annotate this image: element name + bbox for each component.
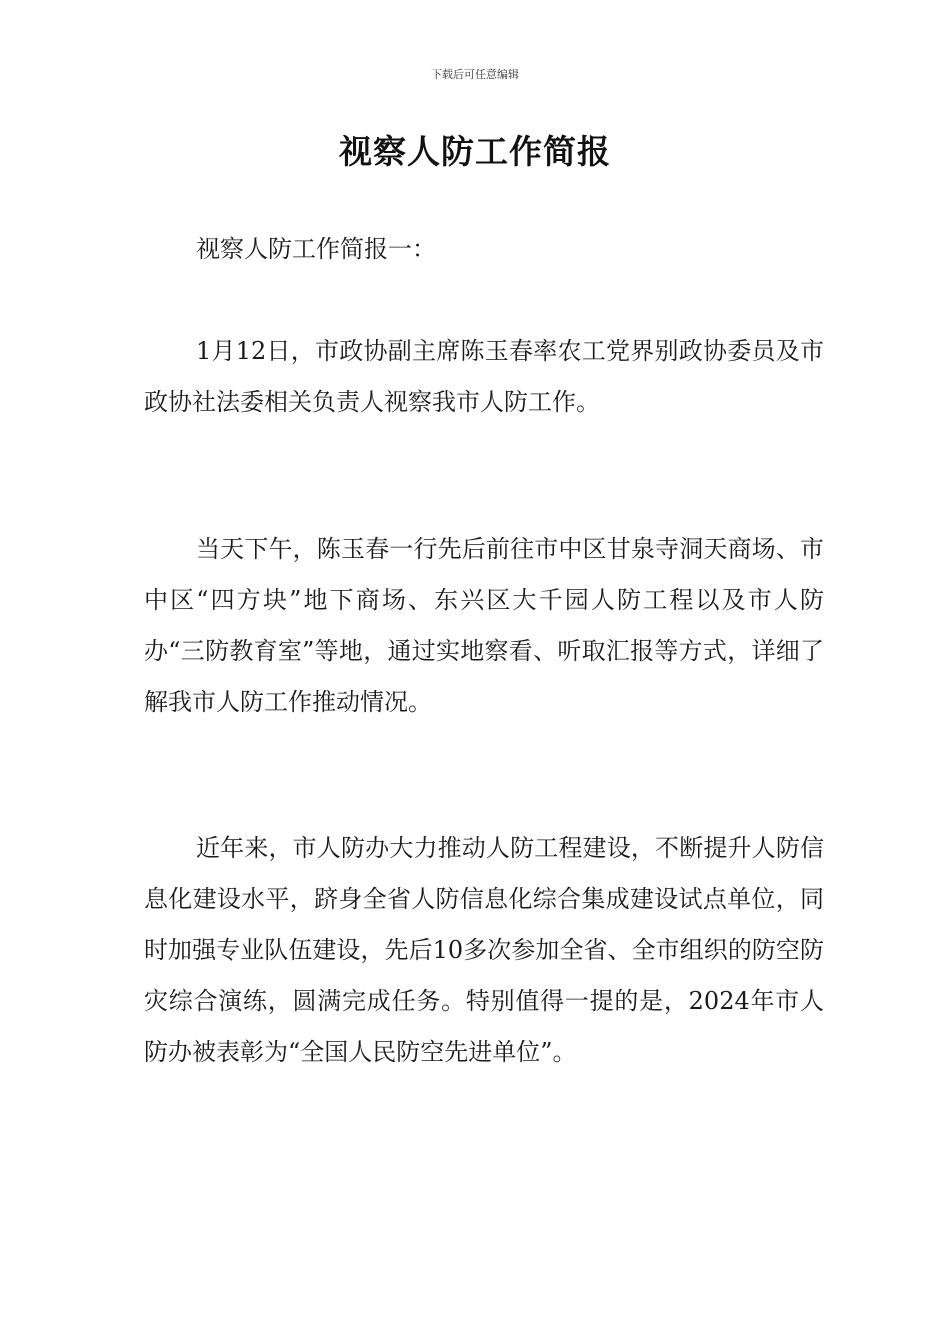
- paragraph-intro: 视察人防工作简报一：: [196, 235, 436, 263]
- header-note: 下载后可任意编辑: [431, 68, 519, 81]
- document-title: 视察人防工作简报: [339, 132, 611, 171]
- paragraph-2: 当天下午，陈玉春一行先后前往市中区甘泉寺洞天商场、市中区“四方块”地下商场、东兴区大千园人防工程以及市人防办“三防教育室”等地，通过实地察看、听取汇报等方式，详细了解我市人防工作推动情况。: [144, 535, 824, 716]
- paragraph-3: 近年来，市人防办大力推动人防工程建设，不断提升人防信息化建设水平，跻身全省人防信息化综合集成建设试点单位，同时加强专业队伍建设，先后10多次参加全省、全市组织的防空防灾综合演练，圆满完成任务。特别值得一提的是，2024年市人防办被表彰为“全国人民防空先进单位”。: [144, 834, 824, 1066]
- paragraph-1: 1月12日，市政协副主席陈玉春率农工党界别政协委员及市政协社法委相关负责人视察我市人防工作。: [144, 337, 824, 416]
